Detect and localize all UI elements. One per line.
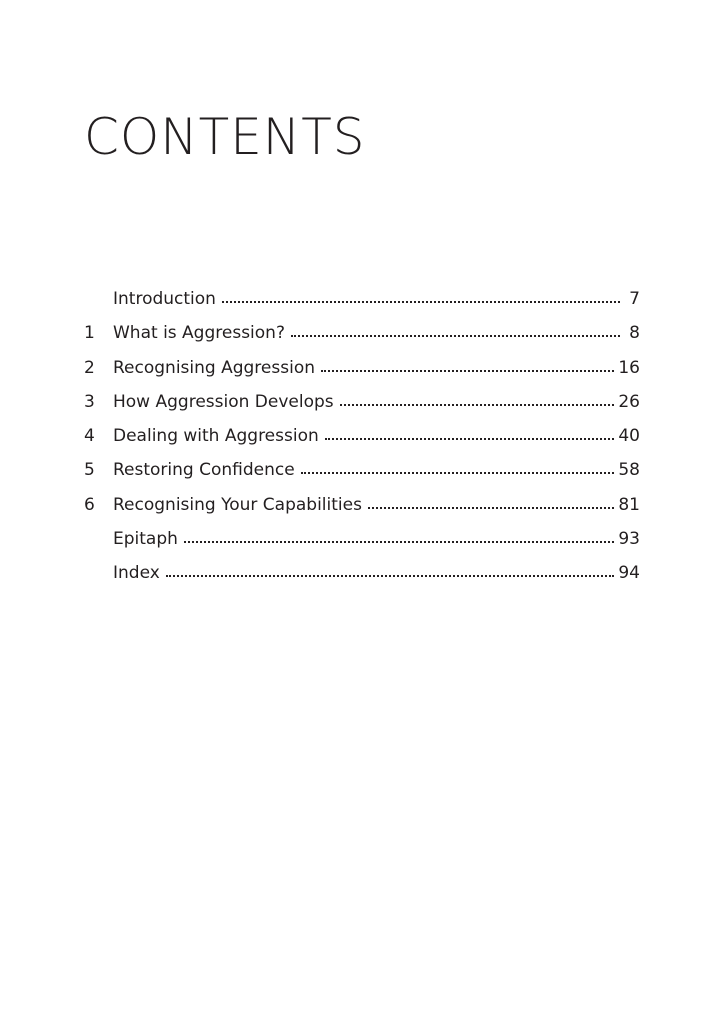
toc-entry-introduction bbox=[84, 286, 640, 320]
dot-leader bbox=[325, 437, 615, 440]
toc-entry-number: 4 bbox=[84, 426, 95, 447]
toc-entry-page: 81 bbox=[618, 494, 640, 515]
toc-entry-title: Recognising Aggression bbox=[113, 357, 315, 378]
toc-entry-title: Restoring Confidence bbox=[113, 460, 295, 481]
toc-entry-number: 3 bbox=[84, 391, 95, 412]
toc-entry-title: What is Aggression? bbox=[113, 323, 285, 344]
dot-leader bbox=[321, 369, 614, 372]
toc-entry-page: 16 bbox=[618, 357, 640, 378]
toc-entry-number: 6 bbox=[84, 494, 95, 515]
toc-entry-chapter-6 bbox=[84, 492, 640, 526]
toc-entry-chapter-3 bbox=[84, 389, 640, 423]
toc-entry-page: 58 bbox=[618, 460, 640, 481]
dot-leader bbox=[222, 300, 620, 303]
toc-entry-page: 94 bbox=[618, 563, 640, 584]
toc-entry-epitaph bbox=[84, 526, 640, 560]
dot-leader bbox=[340, 403, 615, 406]
toc-entry-chapter-4 bbox=[84, 423, 640, 457]
toc-entry-page: 40 bbox=[618, 426, 640, 447]
toc-entry-title: How Aggression Develops bbox=[113, 391, 334, 412]
toc-entry-title: Epitaph bbox=[113, 529, 178, 550]
toc-entry-page: 93 bbox=[618, 529, 640, 550]
toc-entry-chapter-2 bbox=[84, 355, 640, 389]
toc-entry-chapter-1 bbox=[84, 320, 640, 354]
toc-entry-title: Recognising Your Capabilities bbox=[113, 494, 362, 515]
dot-leader bbox=[368, 506, 614, 509]
toc-entry-page: 7 bbox=[629, 289, 640, 309]
toc-entry-title: Introduction bbox=[113, 289, 216, 309]
dot-leader bbox=[166, 574, 615, 577]
dot-leader bbox=[301, 471, 615, 474]
dot-leader bbox=[291, 334, 620, 337]
toc-entry-number: 2 bbox=[84, 357, 95, 378]
page-title: CONTENTS bbox=[84, 108, 366, 166]
toc-entry-index bbox=[84, 560, 640, 594]
toc-entry-chapter-5 bbox=[84, 457, 640, 491]
toc-entry-title: Dealing with Aggression bbox=[113, 426, 319, 447]
toc-entry-number: 1 bbox=[84, 323, 95, 344]
toc-entry-page: 26 bbox=[618, 391, 640, 412]
toc-entry-number: 5 bbox=[84, 460, 95, 481]
table-of-contents bbox=[84, 286, 640, 595]
dot-leader bbox=[184, 540, 614, 543]
toc-entry-page: 8 bbox=[629, 323, 640, 344]
toc-entry-title: Index bbox=[113, 563, 160, 584]
